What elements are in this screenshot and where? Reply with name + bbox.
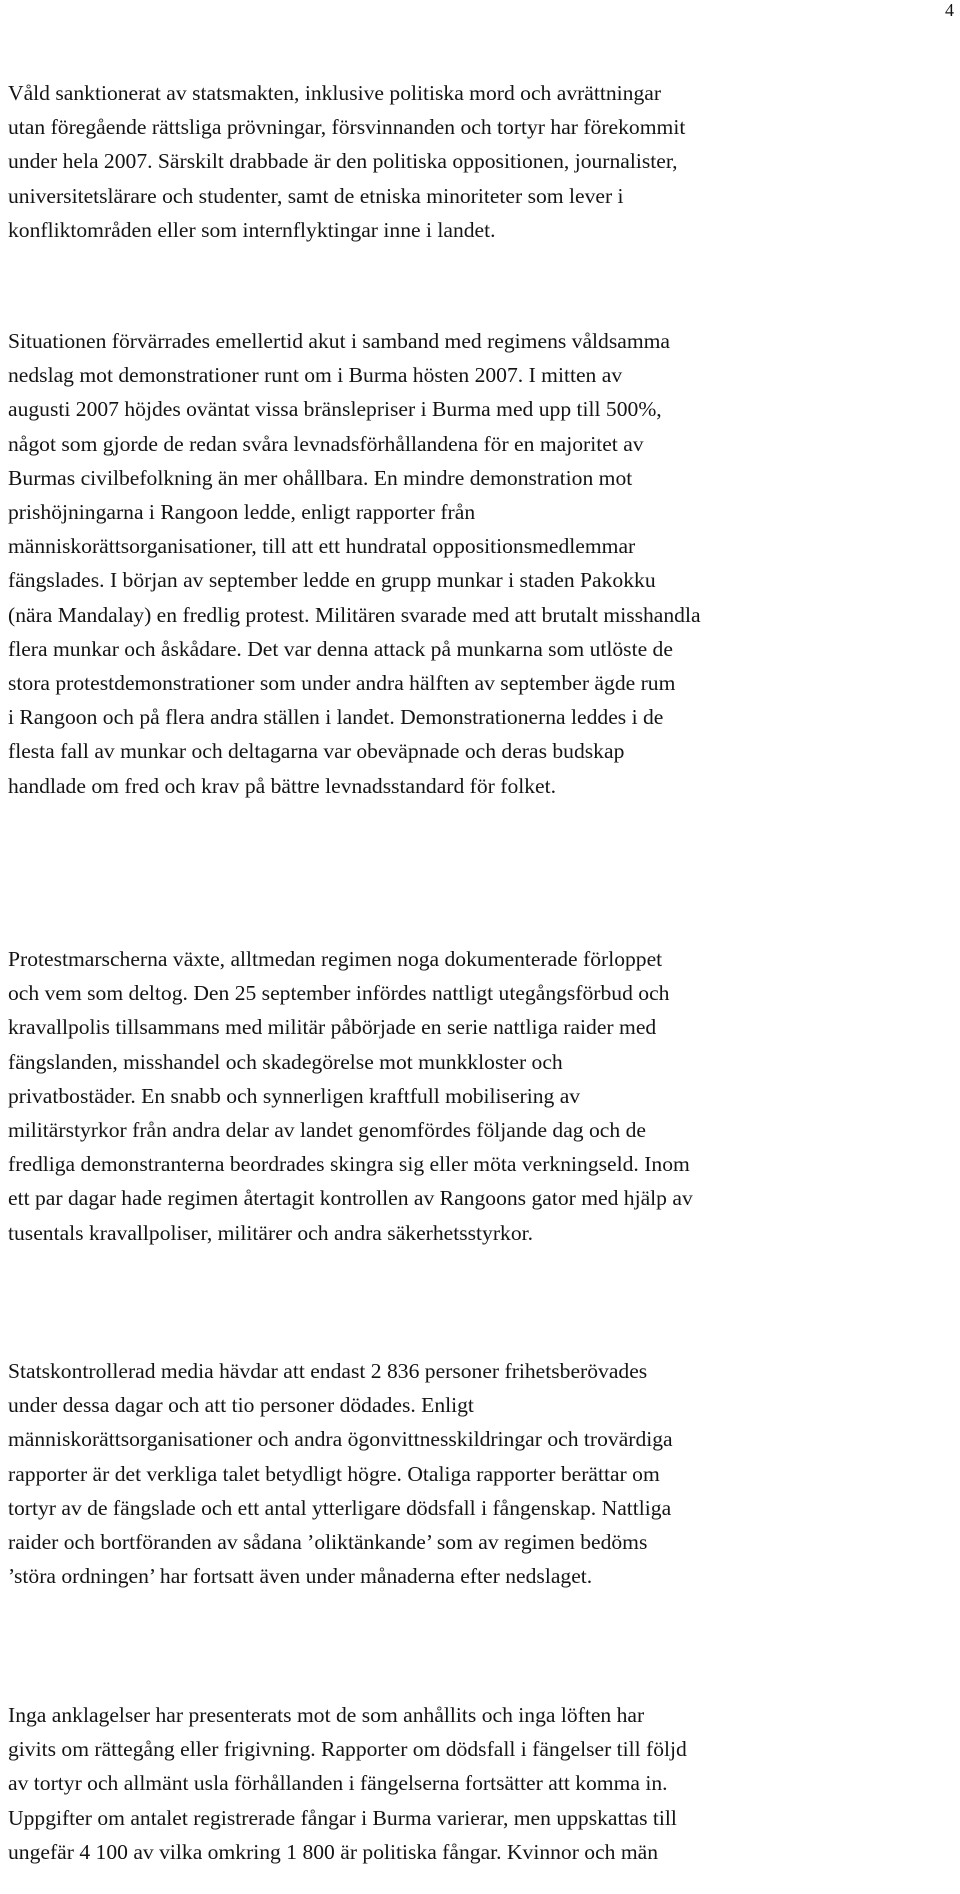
text-line: konfliktområden eller som internflyktingar inne i landet. (8, 217, 496, 242)
text-line: stora protestdemonstrationer som under andra hälften av september ägde rum (8, 671, 676, 696)
text-line: i Rangoon och på flera andra ställen i landet. Demonstrationerna leddes i de (8, 705, 664, 730)
text-line: raider och bortföranden av sådana ’oliktänkande’ som av regimen bedöms (8, 1530, 648, 1555)
text-line: utan föregående rättsliga prövningar, försvinnanden och tortyr har förekommit (8, 115, 686, 140)
text-line: människorättsorganisationer, till att ett hundratal oppositionsmedlemmar (8, 534, 636, 559)
text-line: Uppgifter om antalet registrerade fångar i Burma varierar, men uppskattas till (8, 1805, 677, 1830)
text-line: Våld sanktionerat av statsmakten, inklusive politiska mord och avrättningar (8, 81, 662, 105)
paragraph-2 (8, 324, 701, 803)
text-line: Inga anklagelser har presenterats mot de som anhållits och inga löften har (8, 1703, 645, 1727)
page-number: 4 (945, 0, 954, 20)
text-line: under dessa dagar och att tio personer dödades. Enligt (8, 1393, 474, 1418)
text-line: nedslag mot demonstrationer runt om i Burma hösten 2007. I mitten av (8, 363, 623, 388)
text-line: flera munkar och åskådare. Det var denna attack på munkarna som utlöste de (8, 636, 673, 661)
text-line: under hela 2007. Särskilt drabbade är den politiska oppositionen, journalister, (8, 149, 678, 174)
paragraph-1 (8, 76, 685, 247)
text-line: militärstyrkor från andra delar av landet genomfördes följande dag och de (8, 1118, 646, 1143)
text-line: av tortyr och allmänt usla förhållanden i fängelserna fortsätter att komma in. (8, 1771, 668, 1796)
text-line: Statskontrollerad media hävdar att endast 2 836 personer frihetsberövades (8, 1359, 648, 1383)
text-line: handlade om fred och krav på bättre levnadsstandard för folket. (8, 773, 557, 798)
text-line: privatbostäder. En snabb och synnerligen kraftfull mobilisering av (8, 1083, 581, 1108)
text-line: Protestmarscherna växte, alltmedan regimen noga dokumenterade förloppet (8, 947, 663, 971)
text-line: människorättsorganisationer och andra ögonvittnesskildringar och trovärdiga (8, 1427, 673, 1452)
text-line: Burmas civilbefolkning än mer ohållbara. En mindre demonstration mot (8, 465, 633, 490)
text-line: och vem som deltog. Den 25 september infördes nattligt utegångsförbud och (8, 981, 670, 1006)
paragraph-5 (8, 1698, 687, 1869)
text-line: prishöjningarna i Rangoon ledde, enligt rapporter från (8, 500, 476, 525)
text-line: fängslades. I början av september ledde en grupp munkar i staden Pakokku (8, 568, 656, 593)
text-line: ’störa ordningen’ har fortsatt även under månaderna efter nedslaget. (8, 1564, 593, 1589)
text-line: ett par dagar hade regimen återtagit kontrollen av Rangoons gator med hjälp av (8, 1186, 693, 1211)
text-line: universitetslärare och studenter, samt de etniska minoriteter som lever i (8, 183, 624, 208)
text-line: kravallpolis tillsammans med militär påbörjade en serie nattliga raider med (8, 1015, 657, 1040)
text-line: givits om rättegång eller frigivning. Rapporter om dödsfall i fängelser till följd (8, 1737, 687, 1762)
paragraph-4 (8, 1354, 673, 1593)
paragraph-3 (8, 942, 693, 1250)
text-line: fängslanden, misshandel och skadegörelse mot munkkloster och (8, 1049, 563, 1074)
text-line: ungefär 4 100 av vilka omkring 1 800 är politiska fångar. Kvinnor och män (8, 1839, 659, 1864)
text-line: augusti 2007 höjdes oväntat vissa bränslepriser i Burma med upp till 500%, (8, 397, 662, 422)
text-line: flesta fall av munkar och deltagarna var obeväpnade och deras budskap (8, 739, 625, 764)
text-line: rapporter är det verkliga talet betydligt högre. Otaliga rapporter berättar om (8, 1461, 660, 1486)
text-line: (nära Mandalay) en fredlig protest. Militären svarade med att brutalt misshandla (8, 602, 701, 627)
text-line: tortyr av de fängslade och ett antal ytterligare dödsfall i fångenskap. Nattliga (8, 1495, 672, 1520)
text-line: fredliga demonstranterna beordrades skingra sig eller möta verkningseld. Inom (8, 1152, 690, 1177)
text-line: Situationen förvärrades emellertid akut i samband med regimens våldsamma (8, 329, 671, 353)
text-line: tusentals kravallpoliser, militärer och andra säkerhetsstyrkor. (8, 1220, 534, 1245)
text-line: något som gjorde de redan svåra levnadsförhållandena för en majoritet av (8, 431, 644, 456)
